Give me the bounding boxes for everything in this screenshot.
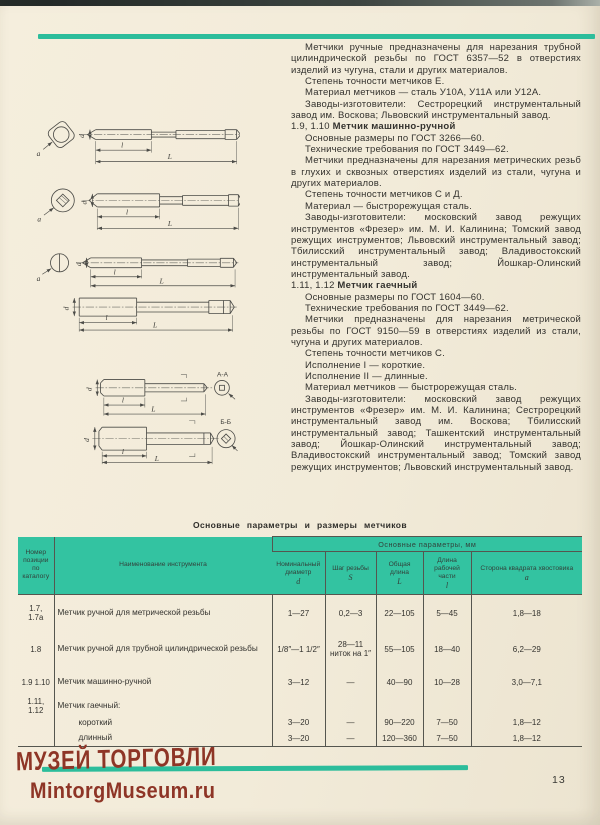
paragraph: Заводы-изготовители: Сестрорецкий инструментальный завод им. Воскова; Львовский инструментальный завод. <box>291 98 581 122</box>
cell-working-length: 5—45 <box>423 595 471 632</box>
paragraph: Степень точности метчиков Е. <box>305 76 445 88</box>
dim-label-d: d <box>77 134 87 138</box>
cell-diameter: 3—12 <box>272 667 325 697</box>
table-row <box>18 595 582 632</box>
column-header-label: Номер позиции по каталогу <box>22 549 50 581</box>
hand-tap-metric-drawing <box>30 110 240 169</box>
dim-label-a: a <box>37 214 42 224</box>
paragraph: Материал — быстрорежущая сталь. <box>305 200 472 212</box>
dim-label-d: d <box>61 306 71 311</box>
section-label-bb: Б-Б <box>220 418 232 426</box>
dim-label-a: a <box>36 273 41 283</box>
cell-total-length <box>376 697 423 715</box>
hand-tap-pipe-drawing <box>30 174 240 235</box>
column-header-label: Длина рабочей части <box>434 556 460 580</box>
page-number: 13 <box>552 774 566 786</box>
table-title: Основные параметры и размеры метчиков <box>192 520 408 530</box>
column-symbol: d <box>296 576 301 586</box>
paragraph: Исполнение I — короткие. <box>305 359 426 371</box>
column-symbol: a <box>524 572 529 582</box>
dim-label-d: d <box>79 200 89 205</box>
cell-square-side: 1,8—18 <box>471 595 582 632</box>
cell-name: Метчик ручной для метрической резьбы <box>54 595 272 632</box>
cell-diameter: 3—20 <box>272 730 325 747</box>
machine-hand-taps-drawing <box>30 248 240 335</box>
column-header-position <box>18 537 54 595</box>
section-number: 1.11, 1.12 <box>291 280 335 292</box>
parameters-table <box>18 536 582 747</box>
table-row <box>18 667 582 697</box>
paragraph: Метчики ручные предназначены для нарезания трубной цилиндрической резьбы по ГОСТ 6357—52 в отверстиях изделий из чугуна, стали и других материалов. <box>291 42 581 76</box>
dim-label-d: d <box>73 262 83 267</box>
column-header-square-side <box>471 552 582 595</box>
cell-position: 1.9 1.10 <box>21 677 50 687</box>
column-symbol: S <box>348 572 353 582</box>
section-label-aa: А-А <box>217 371 228 379</box>
column-header-total-length <box>376 552 423 595</box>
cell-working-length: 18—40 <box>423 631 471 667</box>
dim-label-d: d <box>82 438 92 442</box>
cell-diameter: 1—27 <box>272 595 325 632</box>
watermark-url: MintorgMuseum.ru <box>30 778 216 803</box>
figure-nut-taps <box>30 368 240 465</box>
column-header-label: Шаг резьбы <box>332 564 369 572</box>
paragraph: Метчики предназначены для нарезания метрической резьбы по ГОСТ 9150—59 в отверстиях изделий из стали, чугуна и других материалов. <box>291 314 581 348</box>
column-header-pitch <box>325 552 376 595</box>
dim-label-L: L <box>153 320 158 330</box>
paragraph: Материал метчиков — сталь У10А, У11А или У12А. <box>305 87 542 99</box>
cell-name: Метчик машинно-ручной <box>54 667 272 697</box>
dim-label-L: L <box>167 152 172 162</box>
cell-position: 1.8 <box>30 644 42 654</box>
cell-position <box>18 730 54 747</box>
paragraph: Технические требования по ГОСТ 3449—62. <box>305 144 509 156</box>
paragraph: Материал метчиков — быстрорежущая сталь. <box>305 382 518 394</box>
table-row <box>18 631 582 667</box>
column-header-label: Сторона квадрата хвостовика <box>480 564 574 572</box>
cell-square-side: 1,8—12 <box>471 715 582 730</box>
paragraph: Основные размеры по ГОСТ 3266—60. <box>305 132 485 144</box>
dim-label-l: l <box>113 267 116 277</box>
figure-hand-tap-pipe <box>30 174 240 235</box>
dim-label-d: d <box>84 387 94 392</box>
cell-total-length: 22—105 <box>376 595 423 632</box>
figure-hand-tap-metric <box>30 110 240 169</box>
cell-pitch: — <box>325 667 376 697</box>
dim-label-l: l <box>105 313 108 323</box>
cell-diameter: 1/8″—1 1/2″ <box>272 631 325 667</box>
text-column <box>291 42 581 473</box>
cell-pitch: — <box>325 730 376 747</box>
cell-pitch <box>325 697 376 715</box>
dim-label-l: l <box>125 207 129 217</box>
dim-label-a: a <box>36 148 41 158</box>
column-symbol: L <box>397 576 402 586</box>
paragraph: Степень точности метчиков С. <box>305 348 445 360</box>
cell-position: 1.7, 1.7а <box>28 604 44 622</box>
watermark <box>15 741 261 804</box>
column-header-label: Общая длина <box>388 560 411 576</box>
paragraph: Заводы-изготовители: московский завод режущих инструментов «Фрезер» им. М. И. Калинина; Сестрорецкий инструментальный завод им. Воскова; Тбилисский инструментальный завод; Ташкентский инструментальный завод; Йошкар-Олинский инструментальный завод; Владивостокский инструментальный завод; Томский завод режущих инструментов; Львовский инструментальный завод. <box>291 393 581 473</box>
dim-label-L: L <box>151 404 156 414</box>
column-header-label: Номинальный диаметр <box>276 560 321 576</box>
top-teal-rule <box>38 34 595 39</box>
cell-position: 1.11, 1.12 <box>27 697 45 715</box>
dim-label-L: L <box>167 218 172 228</box>
cell-working-length <box>423 697 471 715</box>
column-header-name <box>54 537 272 595</box>
cell-pitch: 28—11 ниток на 1″ <box>325 631 376 667</box>
table-row <box>18 697 582 715</box>
cell-working-length: 7—50 <box>423 715 471 730</box>
column-header-label: Наименование инструмента <box>119 561 207 569</box>
figure-machine-hand-taps <box>30 248 240 335</box>
dim-label-l: l <box>121 395 124 405</box>
section-title: Метчик гаечный <box>337 280 418 292</box>
column-symbol: l <box>445 580 449 590</box>
column-header-diameter <box>272 552 325 595</box>
section-number: 1.9, 1.10 <box>291 121 330 133</box>
cell-total-length: 40—90 <box>376 667 423 697</box>
dim-label-L: L <box>159 276 164 286</box>
cell-diameter: 3—20 <box>272 715 325 730</box>
group-header-label: Основные параметры, мм <box>378 539 477 549</box>
cell-square-side: 1,8—12 <box>471 730 582 747</box>
cell-name: Метчик ручной для трубной цилиндрической резьбы <box>54 631 272 667</box>
group-header-parameters <box>272 537 582 552</box>
cell-name: длинный <box>54 730 272 747</box>
paragraph: Заводы-изготовители: московский завод режущих инструментов «Фрезер» им. М. И. Калинина; Томский завод режущих инструментов; Львовский инструментальный завод; Тбилисский инструментальный завод; Владивостокский инструментальный завод; Йошкар-Олинский инструментальный завод. <box>291 212 581 280</box>
paragraph: Исполнение II — длинные. <box>305 370 428 382</box>
section-title: Метчик машинно-ручной <box>332 121 456 133</box>
cell-position <box>18 715 54 730</box>
cell-total-length: 55—105 <box>376 631 423 667</box>
cell-square-side <box>471 697 582 715</box>
cell-total-length: 90—220 <box>376 715 423 730</box>
cell-name: Метчик гаечный: <box>54 697 272 715</box>
section-heading <box>291 121 581 132</box>
cell-total-length: 120—360 <box>376 730 423 747</box>
scan-top-edge <box>0 0 600 6</box>
column-header-working-length <box>423 552 471 595</box>
cell-name: короткий <box>54 715 272 730</box>
table-row <box>18 715 582 730</box>
dim-label-l: l <box>121 140 124 150</box>
cell-working-length: 7—50 <box>423 730 471 747</box>
cell-square-side: 6,2—29 <box>471 631 582 667</box>
cell-pitch: — <box>325 715 376 730</box>
paragraph: Технические требования по ГОСТ 3449—62. <box>305 302 509 314</box>
paragraph: Метчики предназначены для нарезания метрических резьб в глухих и сквозных отверстиях изделий из стали, чугуна и других материалов. <box>291 155 581 190</box>
cell-working-length: 10—28 <box>423 667 471 697</box>
dim-label-l: l <box>121 447 124 457</box>
paragraph: Основные размеры по ГОСТ 1604—60. <box>305 291 485 303</box>
section-heading <box>291 280 581 291</box>
dim-label-L: L <box>154 453 159 463</box>
cell-diameter <box>272 697 325 715</box>
watermark-title: МУЗЕЙ ТОРГОВЛИ <box>15 741 217 777</box>
nut-taps-drawing <box>30 368 240 465</box>
paragraph: Степень точности метчиков С и Д. <box>305 189 463 201</box>
cell-pitch: 0,2—3 <box>325 595 376 632</box>
cell-square-side: 3,0—7,1 <box>471 667 582 697</box>
